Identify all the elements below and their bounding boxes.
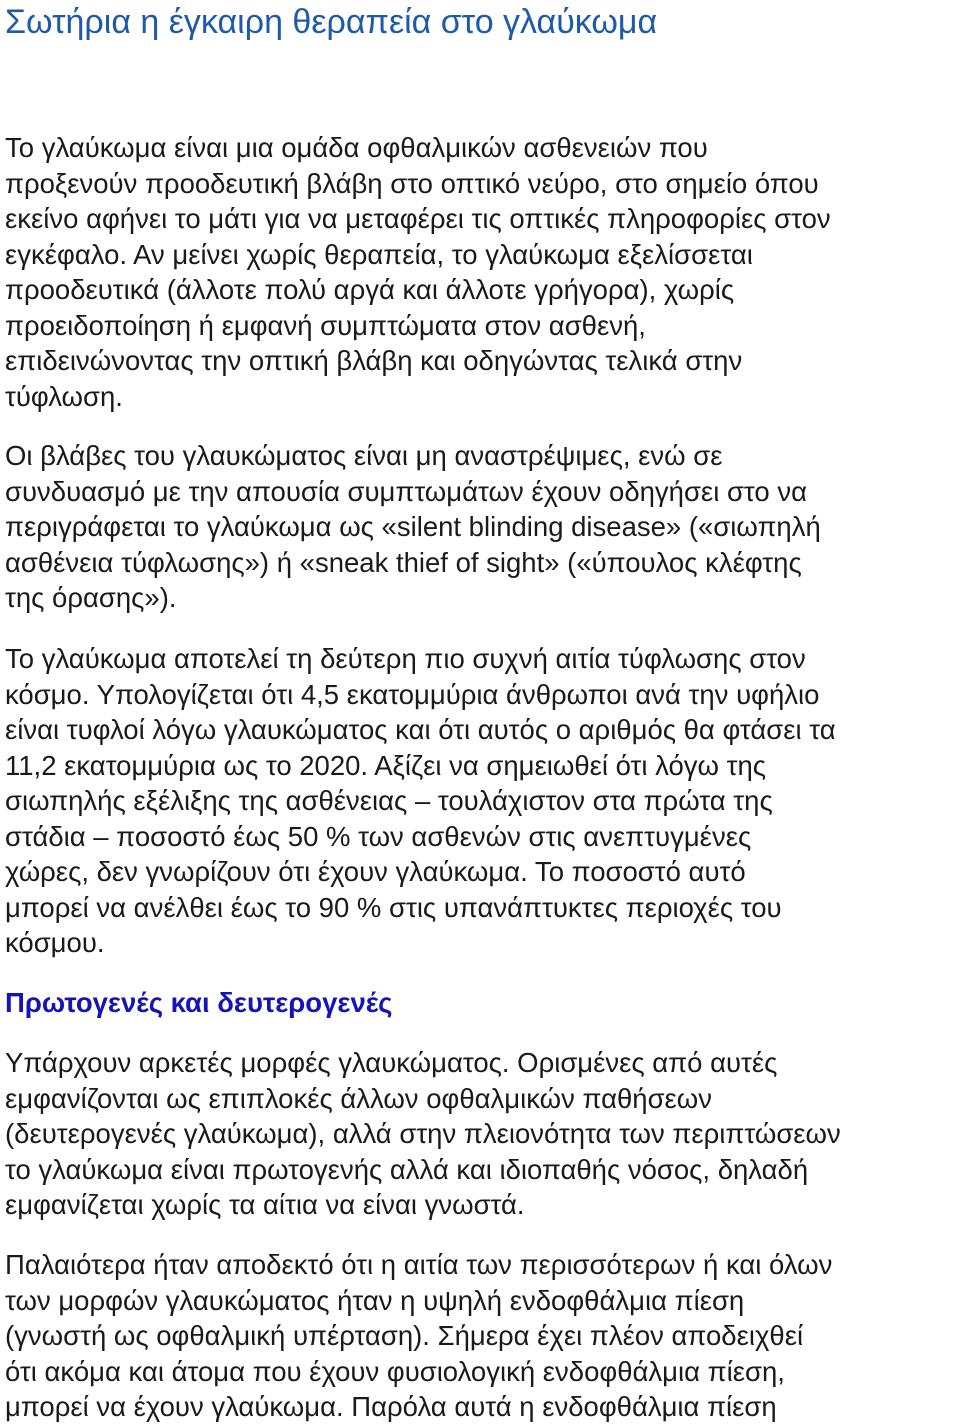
text-line: το γλαύκωμα είναι πρωτογενής αλλά και ιδιοπαθής νόσος, δηλαδή xyxy=(5,1153,809,1185)
text-line: τύφλωση. xyxy=(5,380,123,412)
text-line: εμφανίζεται χωρίς τα αίτια να είναι γνωστά. xyxy=(5,1189,525,1220)
text-line: κόσμο. Υπολογίζεται ότι 4,5 εκατομμύρια άνθρωποι ανά την υφήλιο xyxy=(5,678,820,710)
text-line: σιωπηλής εξέλιξης της ασθένειας – τουλάχιστον στα πρώτα της xyxy=(5,785,773,816)
text-line: (δευτερογενές γλαύκωμα), αλλά στην πλειονότητα των περιπτώσεων xyxy=(5,1118,841,1149)
paragraph-intro xyxy=(5,130,957,414)
text-line: εγκέφαλο. Αν μείνει χωρίς θεραπεία, το γλαύκωμα εξελίσσεται xyxy=(5,238,753,270)
text-line: περιγράφεται το γλαύκωμα ως «silent blinding disease» («σιωπηλή xyxy=(5,511,821,542)
text-line: επιδεινώνοντας την οπτική βλάβη και οδηγώντας τελικά στην xyxy=(5,345,743,376)
paragraph-forms xyxy=(5,1045,957,1223)
text-line: ασθένεια τύφλωσης») ή «sneak thief of sight» («ύπουλος κλέφτης xyxy=(5,546,802,578)
text-line: Υπάρχουν αρκετές μορφές γλαυκώματος. Ορισμένες από αυτές xyxy=(5,1047,778,1078)
text-line: Οι βλάβες του γλαυκώματος είναι μη αναστρέψιμες, ενώ σε xyxy=(5,440,723,471)
text-line: Το γλαύκωμα είναι μια ομάδα οφθαλμικών ασθενειών που xyxy=(5,132,708,163)
text-line: προοδευτικά (άλλοτε πολύ αργά και άλλοτε γρήγορα), χωρίς xyxy=(5,274,735,305)
text-line: εκείνο αφήνει το μάτι για να μεταφέρει τις οπτικές πληροφορίες στον xyxy=(5,203,831,234)
text-line: εμφανίζονται ως επιπλοκές άλλων οφθαλμικών παθήσεων xyxy=(5,1082,713,1114)
text-line: είναι τυφλοί λόγω γλαυκώματος και ότι αυτός ο αριθμός θα φτάσει τα xyxy=(5,714,836,745)
text-line: (γνωστή ως οφθαλμική υπέρταση). Σήμερα έχει πλέον αποδειχθεί xyxy=(5,1320,804,1351)
paragraph-damage xyxy=(5,438,957,616)
text-line: της όρασης»). xyxy=(5,582,177,613)
text-line: προξενούν προοδευτική βλάβη στο οπτικό νεύρο, στο σημείο όπου xyxy=(5,167,819,199)
text-line: μπορεί να ανέλθει έως το 90 % στις υπανάπτυκτες περιοχές του xyxy=(5,891,782,923)
text-line: Το γλαύκωμα αποτελεί τη δεύτερη πιο συχνή αιτία τύφλωσης στον xyxy=(5,643,806,674)
text-line: κόσμου. xyxy=(5,927,105,958)
text-line: στάδια – ποσοστό έως 50 % των ασθενών στις ανεπτυγμένες xyxy=(5,820,752,852)
paragraph-statistics xyxy=(5,641,957,961)
text-line: μπορεί να έχουν γλαύκωμα. Παρόλα αυτά η ενδοφθάλμια πίεση xyxy=(5,1391,777,1422)
text-line: χώρες, δεν γνωρίζουν ότι έχουν γλαύκωμα. Το ποσοστό αυτό xyxy=(5,856,746,887)
text-line: 11,2 εκατομμύρια ως το 2020. Αξίζει να σημειωθεί ότι λόγω της xyxy=(5,749,767,781)
text-line: προειδοποίηση ή εμφανή συμπτώματα στον ασθενή, xyxy=(5,309,646,341)
page-title: Σωτήρια η έγκαιρη θεραπεία στο γλαύκωμα xyxy=(5,3,658,41)
text-line: ότι ακόμα και άτομα που έχουν φυσιολογική ενδοφθάλμια πίεση, xyxy=(5,1355,785,1387)
paragraph-pressure xyxy=(5,1247,957,1425)
text-line: Παλαιότερα ήταν αποδεκτό ότι η αιτία των περισσότερων ή και όλων xyxy=(5,1249,833,1280)
text-line: συνδυασμό με την απουσία συμπτωμάτων έχουν οδηγήσει στο να xyxy=(5,475,807,507)
section-heading: Πρωτογενές και δευτερογενές xyxy=(5,987,393,1018)
text-line: των μορφών γλαυκώματος ήταν η υψηλή ενδοφθάλμια πίεση xyxy=(5,1284,745,1316)
